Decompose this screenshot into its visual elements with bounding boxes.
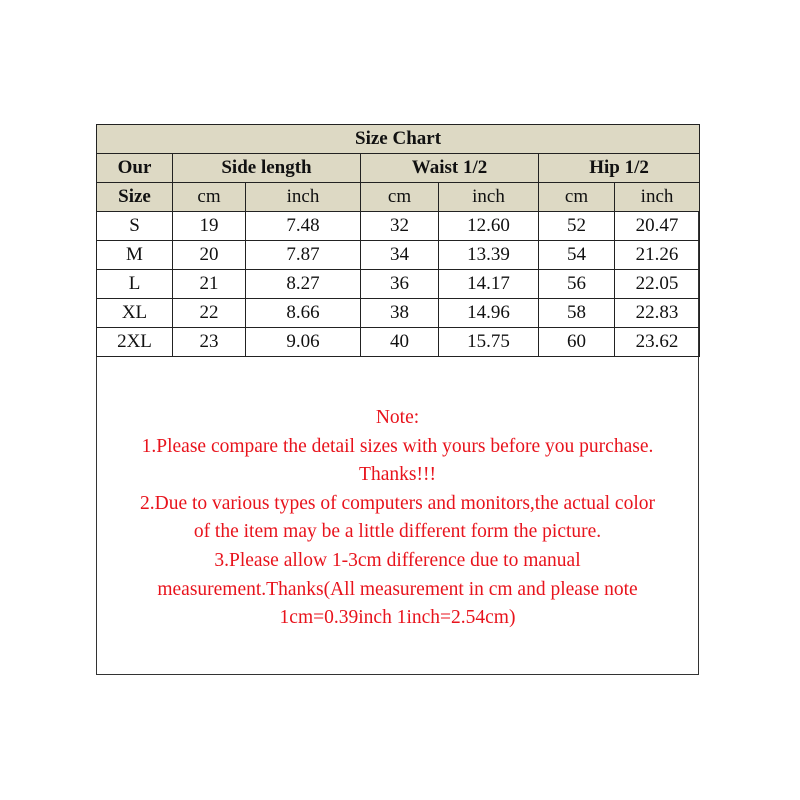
note-line: 2.Due to various types of computers and monitors,the actual color [140,492,655,514]
table-row [97,241,700,270]
hip-header: Hip 1/2 [539,154,700,183]
size-cell: XL [97,299,173,328]
table-cell: 21.26 [615,241,700,270]
table-cell: 36 [361,270,439,299]
table-row [97,270,700,299]
table-cell: 7.87 [246,241,361,270]
table-cell: 13.39 [439,241,539,270]
table-cell: 60 [539,328,615,357]
waist-header: Waist 1/2 [361,154,539,183]
table-cell: 8.27 [246,270,361,299]
table-cell: 9.06 [246,328,361,357]
table-cell: 23 [173,328,246,357]
table-cell: 23.62 [615,328,700,357]
table-cell: 8.66 [246,299,361,328]
note-line: 1cm=0.39inch 1inch=2.54cm) [279,607,516,629]
note-block [97,404,698,633]
table-cell: 56 [539,270,615,299]
note-line: 1.Please compare the detail sizes with yours before you purchase. [141,435,654,457]
size-chart-table [96,124,700,357]
size-header-bottom: Size [97,183,173,212]
table-cell: 58 [539,299,615,328]
table-cell: 40 [361,328,439,357]
table-cell: 22.05 [615,270,700,299]
table-cell: 20.47 [615,212,700,241]
side-length-header: Side length [173,154,361,183]
table-cell: 32 [361,212,439,241]
table-cell: 22 [173,299,246,328]
table-row [97,299,700,328]
unit-header: inch [246,183,361,212]
unit-header: cm [361,183,439,212]
size-cell: M [97,241,173,270]
table-row [97,328,700,357]
size-cell: 2XL [97,328,173,357]
table-cell: 14.17 [439,270,539,299]
note-line: 3.Please allow 1-3cm difference due to manual [214,549,581,571]
table-cell: 22.83 [615,299,700,328]
table-cell: 21 [173,270,246,299]
note-line: Thanks!!! [359,464,436,486]
size-cell: L [97,270,173,299]
note-line: of the item may be a little different form the picture. [193,521,602,543]
size-cell: S [97,212,173,241]
table-cell: 20 [173,241,246,270]
table-cell: 15.75 [439,328,539,357]
table-cell: 34 [361,241,439,270]
size-header-top: Our [97,154,173,183]
unit-header: inch [615,183,700,212]
unit-header: inch [439,183,539,212]
table-title: Size Chart [97,125,700,154]
table-cell: 7.48 [246,212,361,241]
table-cell: 12.60 [439,212,539,241]
table-cell: 19 [173,212,246,241]
table-cell: 52 [539,212,615,241]
table-cell: 14.96 [439,299,539,328]
note-line: measurement.Thanks(All measurement in cm and please note [157,578,638,600]
unit-header: cm [173,183,246,212]
table-row [97,212,700,241]
unit-header: cm [539,183,615,212]
note-heading: Note: [375,407,420,428]
table-cell: 38 [361,299,439,328]
table-cell: 54 [539,241,615,270]
